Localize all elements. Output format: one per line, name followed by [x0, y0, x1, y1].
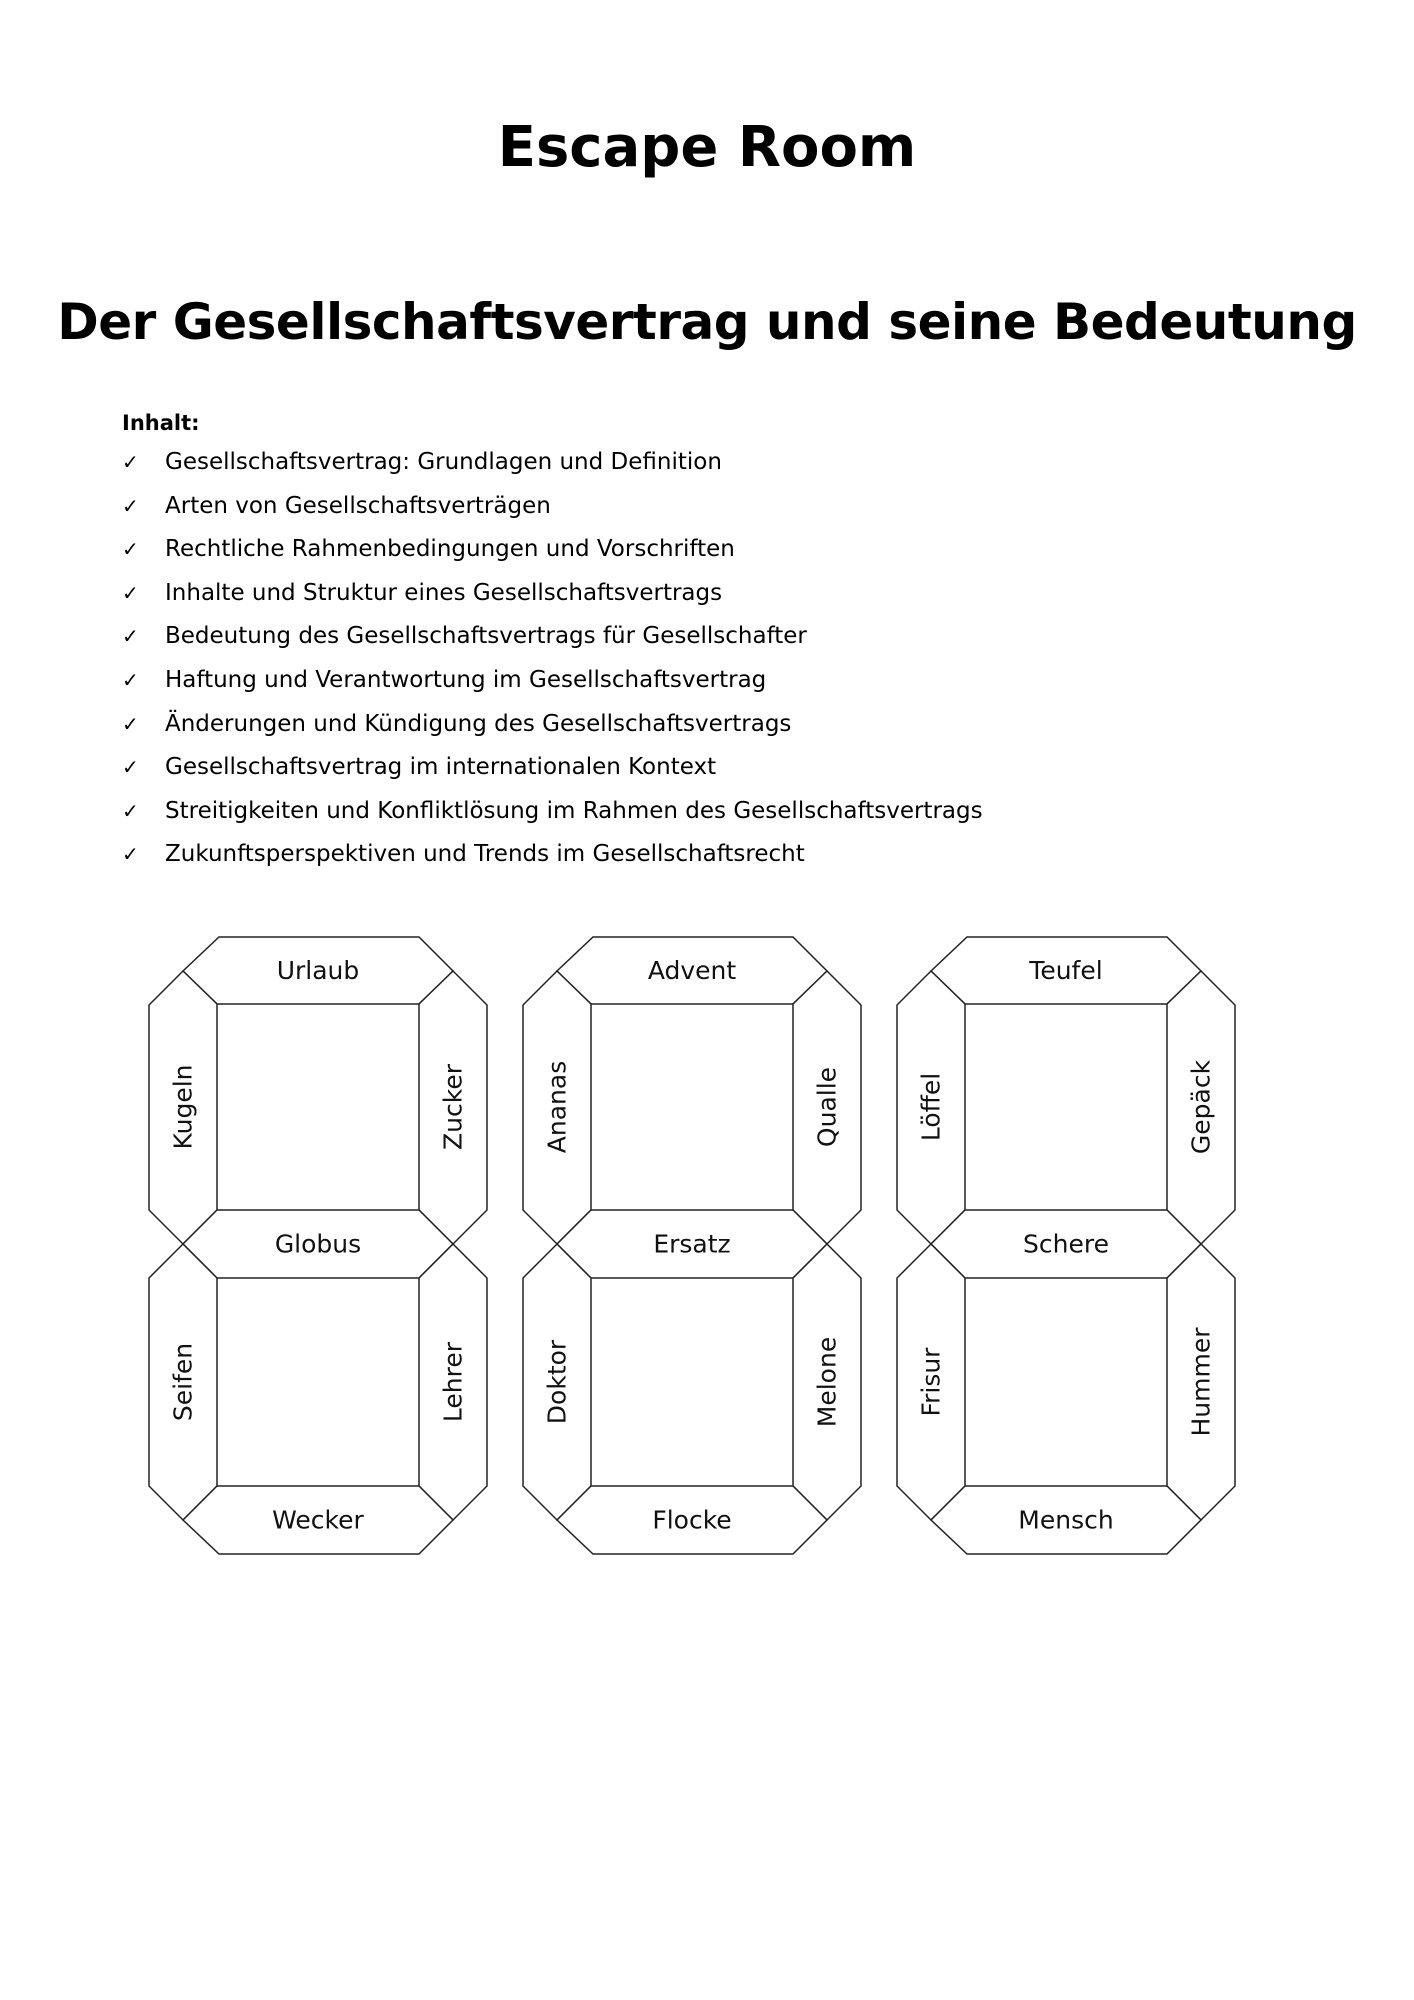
- check-icon: ✓: [122, 842, 139, 867]
- check-icon: ✓: [122, 711, 139, 736]
- content-item-text: Haftung und Verantwortung im Gesellschaftsvertrag: [165, 666, 767, 693]
- check-icon: ✓: [122, 493, 139, 518]
- document-subtitle: Der Gesellschaftsvertrag und seine Bedeutung: [57, 293, 1357, 351]
- check-icon: ✓: [122, 580, 139, 605]
- segment-upper-right-label: Qualle: [812, 1066, 842, 1148]
- content-item-text: Gesellschaftsvertrag im internationalen Kontext: [165, 754, 717, 781]
- segment-middle-label: Ersatz: [653, 1229, 731, 1259]
- segment-upper-right-label: Zucker: [438, 1064, 468, 1150]
- content-label: Inhalt:: [122, 411, 200, 435]
- segment-upper-right-label: Gepäck: [1186, 1059, 1216, 1155]
- puzzle-1: [149, 937, 487, 1554]
- segment-middle-label: Globus: [274, 1229, 362, 1259]
- content-item-text: Arten von Gesellschaftsverträgen: [165, 492, 551, 519]
- check-icon: ✓: [122, 755, 139, 780]
- document-title: Escape Room: [497, 115, 917, 180]
- segment-lower-right-label: Lehrer: [438, 1341, 468, 1423]
- segment-top-label: Advent: [647, 956, 737, 985]
- content-item-text: Streitigkeiten und Konfliktlösung im Rahmen des Gesellschaftsvertrags: [165, 797, 983, 824]
- segment-middle-label: Schere: [1023, 1229, 1109, 1259]
- segment-bottom-label: Wecker: [272, 1505, 364, 1535]
- segment-top-label: Teufel: [1029, 956, 1103, 985]
- segment-upper-left-label: Löffel: [916, 1072, 946, 1142]
- segment-lower-left-label: Seifen: [168, 1342, 198, 1422]
- content-item-text: Inhalte und Struktur eines Gesellschaftsvertrags: [165, 579, 723, 606]
- segment-bottom-label: Mensch: [1018, 1505, 1114, 1535]
- puzzle-3: [897, 937, 1235, 1554]
- segment-lower-left-label: Frisur: [916, 1347, 946, 1417]
- check-icon: ✓: [122, 798, 139, 823]
- check-icon: ✓: [122, 667, 139, 692]
- check-icon: ✓: [122, 450, 139, 474]
- segment-upper-left-label: Ananas: [542, 1060, 572, 1154]
- segment-lower-right-label: Hummer: [1186, 1327, 1216, 1437]
- content-item-text: Gesellschaftsvertrag: Grundlagen und Definition: [165, 449, 722, 475]
- puzzle-2: [523, 937, 861, 1554]
- segment-upper-left-label: Kugeln: [168, 1064, 198, 1150]
- segment-top-label: Urlaub: [276, 956, 360, 985]
- content-item-text: Bedeutung des Gesellschaftsvertrags für Gesellschafter: [165, 623, 807, 650]
- content-item-text: Änderungen und Kündigung des Gesellschaftsvertrags: [165, 710, 792, 737]
- segment-lower-right-label: Melone: [812, 1336, 842, 1428]
- check-icon: ✓: [122, 537, 139, 562]
- check-icon: ✓: [122, 624, 139, 649]
- segment-bottom-label: Flocke: [652, 1505, 732, 1535]
- content-item-text: Rechtliche Rahmenbedingungen und Vorschriften: [165, 536, 735, 563]
- segment-lower-left-label: Doktor: [542, 1339, 572, 1425]
- content-item-text: Zukunftsperspektiven und Trends im Gesellschaftsrecht: [165, 841, 805, 868]
